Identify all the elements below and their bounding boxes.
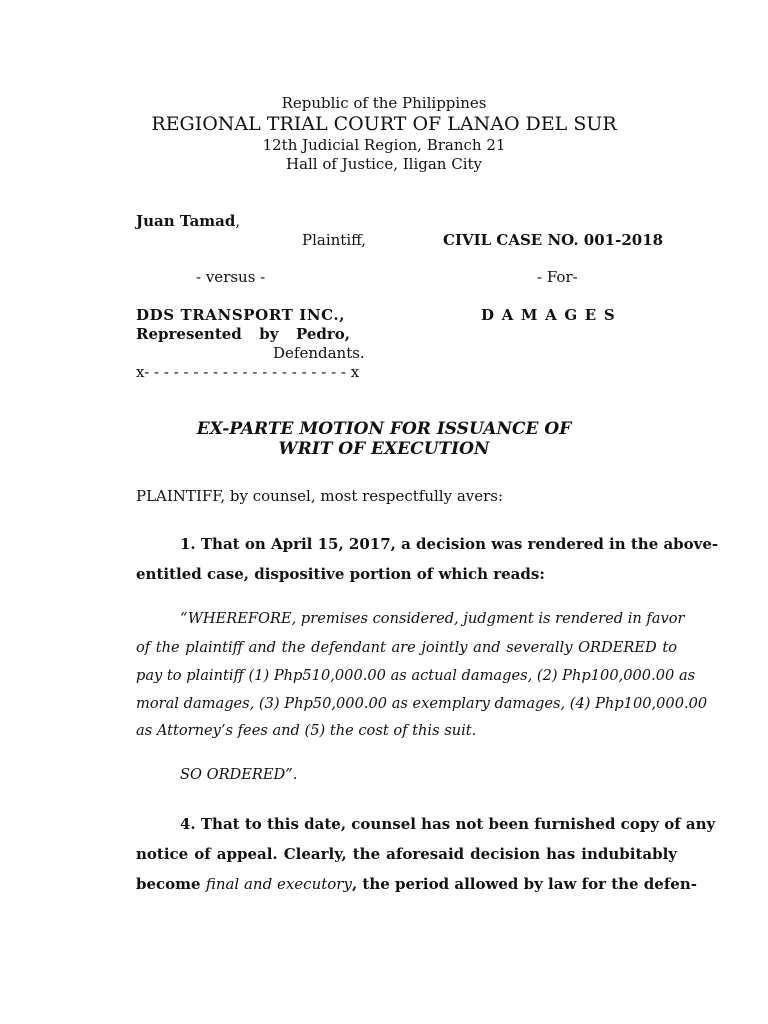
for-label: - For- [537, 268, 578, 286]
p4-line3-start: become [136, 875, 206, 893]
paragraph-4-line1: 4. That to this date, counsel has not been furnished copy of any [180, 815, 716, 833]
defendant-representative [136, 325, 350, 343]
header-region: 12th Judicial Region, Branch 21 [262, 136, 506, 154]
paragraph-4-line2: notice of appeal. Clearly, the aforesaid decision has indubitably [136, 845, 677, 863]
paragraph-1-line2: entitled case, dispositive portion of which reads: [136, 565, 545, 583]
court-name: REGIONAL TRIAL COURT OF LANAO DEL SUR [151, 113, 617, 135]
represented-word: Represented [136, 325, 242, 343]
plaintiff-comma: , [235, 212, 241, 230]
header-hall: Hall of Justice, Iligan City [285, 155, 483, 173]
plaintiff-name: Juan Tamad [136, 212, 236, 230]
plaintiff-name-line [136, 212, 240, 230]
representative-name: Pedro, [295, 325, 350, 343]
plaintiff-role: Plaintiff, [302, 231, 367, 249]
paragraph-4-line3 [136, 875, 697, 893]
case-nature: D A M A G E S [481, 306, 616, 324]
case-number: CIVIL CASE NO. 001-2018 [443, 231, 664, 249]
defendant-role: Defendants. [273, 344, 365, 362]
quote-line: of the plaintiff and the defendant are jointly and severally ORDERED to [136, 639, 677, 656]
motion-title-line2: WRIT OF EXECUTION [278, 439, 490, 459]
intro-paragraph: PLAINTIFF, by counsel, most respectfully avers: [136, 487, 504, 505]
quote-line: as Attorney’s fees and (5) the cost of this suit. [136, 722, 477, 739]
quote-line: “WHEREFORE, premises considered, judgment is rendered in favor [180, 610, 685, 627]
caption-separator: x- - - - - - - - - - - - - - - - - - - - - x [136, 363, 360, 381]
by-word: by [259, 325, 279, 343]
quote-line: moral damages, (3) Php50,000.00 as exemplary damages, (4) Php100,000.00 [136, 695, 708, 712]
versus-label: - versus - [196, 268, 266, 286]
defendant-name: DDS TRANSPORT INC., [136, 306, 346, 324]
motion-title-line1: EX-PARTE MOTION FOR ISSUANCE OF [196, 419, 572, 439]
p4-line3-end: , the period allowed by law for the defen- [351, 875, 697, 893]
so-ordered: SO ORDERED”. [180, 766, 298, 783]
final-and-executory: final and executory [205, 875, 352, 893]
header-republic: Republic of the Philippines [281, 94, 487, 112]
quote-line: pay to plaintiff (1) Php510,000.00 as actual damages, (2) Php100,000.00 as [136, 667, 696, 684]
paragraph-1-line1: 1. That on April 15, 2017, a decision was rendered in the above- [180, 535, 719, 553]
